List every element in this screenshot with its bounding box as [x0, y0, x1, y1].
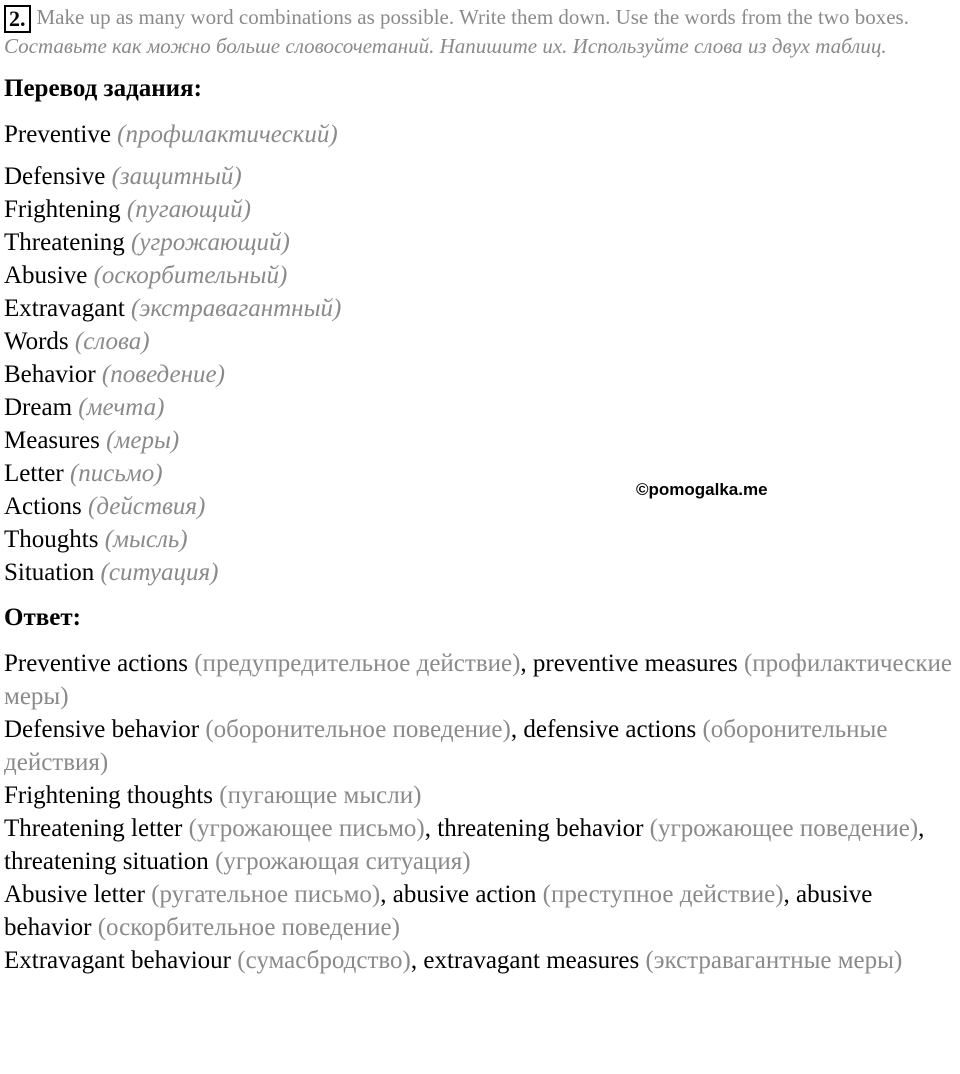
answer-phrase: Threatening letter — [4, 815, 189, 842]
vocab-item — [4, 259, 958, 292]
answer-translation: (оборонительное поведение) — [205, 716, 511, 743]
answer-translation: (экстравагантные меры) — [645, 947, 903, 974]
task-statement — [4, 4, 958, 60]
vocab-item — [4, 118, 958, 151]
vocab-word: Abusive — [4, 262, 88, 289]
vocab-word: Behavior — [4, 361, 96, 388]
answer-phrase: , extravagant measures — [410, 947, 646, 974]
answer-phrase: Extravagant behaviour — [4, 947, 238, 974]
vocab-word: Preventive — [4, 121, 111, 148]
vocab-word: Measures — [4, 427, 100, 454]
vocab-word: Dream — [4, 394, 73, 421]
vocab-translation: (мысль) — [104, 526, 188, 553]
vocab-translation: (поведение) — [101, 361, 225, 388]
answer-translation: (угрожающее поведение) — [649, 815, 919, 842]
answer-line — [4, 647, 958, 713]
vocab-word: Extravagant — [4, 295, 125, 322]
watermark: ©pomogalka.me — [636, 480, 768, 499]
vocab-translation: (слова) — [74, 328, 150, 355]
vocab-translation: (ситуация) — [100, 559, 219, 586]
vocab-word: Threatening — [4, 229, 125, 256]
vocab-item — [4, 391, 958, 424]
answer-phrase: , abusive behavior — [4, 881, 873, 941]
vocab-item — [4, 193, 958, 226]
vocab-word: Situation — [4, 559, 95, 586]
answer-translation: (угрожающее письмо) — [188, 815, 425, 842]
vocab-translation: (угрожающий) — [131, 229, 290, 256]
vocab-item — [4, 325, 958, 358]
answer-phrase: , abusive action — [380, 881, 543, 908]
answer-translation: (угрожающая ситуация) — [215, 848, 471, 875]
answer-translation: (преступное действие) — [542, 881, 784, 908]
answer-phrase: Frightening thoughts — [4, 782, 220, 809]
answer-line — [4, 878, 958, 944]
answer-line — [4, 713, 958, 779]
answer-phrase: Defensive behavior — [4, 716, 206, 743]
vocab-item — [4, 358, 958, 391]
vocab-item — [4, 490, 958, 523]
vocab-translation: (профилактический) — [117, 121, 338, 148]
vocab-item — [4, 226, 958, 259]
document-page — [4, 4, 958, 977]
vocab-translation: (защитный) — [111, 163, 242, 190]
translation-heading: Перевод задания: — [4, 75, 202, 102]
vocab-word: Defensive — [4, 163, 106, 190]
answer-translation: (профилактические меры) — [4, 650, 952, 710]
answer-phrase: Preventive actions — [4, 650, 195, 677]
vocabulary-list — [4, 118, 958, 589]
vocab-word: Words — [4, 328, 69, 355]
vocab-translation: (письмо) — [69, 460, 163, 487]
answer-line — [4, 944, 958, 977]
vocab-translation: (действия) — [88, 493, 206, 520]
answer-heading: Ответ: — [4, 604, 81, 631]
vocab-item — [4, 457, 958, 490]
vocab-item — [4, 292, 958, 325]
vocab-translation: (меры) — [106, 427, 180, 454]
vocab-item — [4, 424, 958, 457]
answer-phrase: , preventive measures — [520, 650, 744, 677]
answer-phrase: , threatening behavior — [424, 815, 650, 842]
answer-translation: (предупредительное действие) — [194, 650, 521, 677]
answer-phrase: , defensive actions — [510, 716, 703, 743]
vocab-translation: (мечта) — [78, 394, 165, 421]
answer-translation: (оскорбительное поведение) — [97, 914, 400, 941]
vocab-item — [4, 523, 958, 556]
vocab-word: Frightening — [4, 196, 121, 223]
vocab-translation: (оскорбительный) — [93, 262, 288, 289]
vocab-item — [4, 160, 958, 193]
answer-translation: (пугающие мысли) — [219, 782, 422, 809]
vocab-word: Thoughts — [4, 526, 99, 553]
vocab-translation: (экстравагантный) — [131, 295, 342, 322]
vocab-item — [4, 556, 958, 589]
answer-line — [4, 812, 958, 878]
answer-list — [4, 647, 958, 977]
answer-line — [4, 779, 958, 812]
answer-translation: (ругательное письмо) — [151, 881, 381, 908]
answer-translation: (оборонительные действия) — [4, 716, 888, 776]
task-text-ru: Составьте как можно больше словосочетаний. Напишите их. Используйте слова из двух таблиц. — [4, 34, 887, 58]
answer-phrase: Abusive letter — [4, 881, 152, 908]
answer-phrase: , threatening situation — [4, 815, 925, 875]
task-text-en: Make up as many word combinations as possible. Write them down. Use the words from the two boxes. — [36, 5, 909, 29]
task-number: 2. — [4, 5, 31, 33]
vocab-word: Letter — [4, 460, 64, 487]
vocab-translation: (пугающий) — [126, 196, 251, 223]
answer-translation: (сумасбродство) — [237, 947, 411, 974]
vocab-word: Actions — [4, 493, 82, 520]
